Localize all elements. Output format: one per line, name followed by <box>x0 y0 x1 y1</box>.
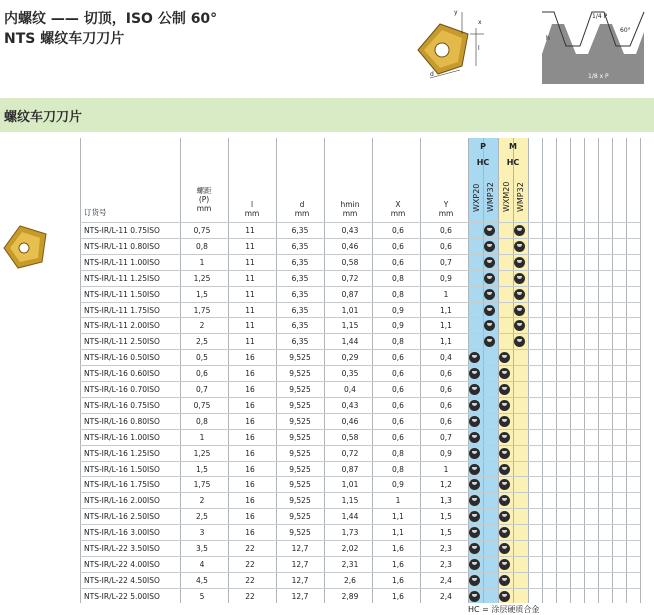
cell-l: 16 <box>245 353 255 363</box>
recommended-grade-icon <box>469 368 480 379</box>
cell-code: NTS-IR/L-16 0.60ISO <box>84 369 160 379</box>
cell-code: NTS-IR/L-22 4.50ISO <box>84 575 160 585</box>
recommended-grade-icon <box>514 273 525 284</box>
cell-code: NTS-IR/L-11 1.25ISO <box>84 273 160 283</box>
recommended-grade-icon <box>499 527 510 538</box>
cell-d: 12,7 <box>291 559 309 569</box>
cell-l: 16 <box>245 464 255 474</box>
cell-y: 1 <box>443 289 449 299</box>
page-title: 内螺纹 —— 切顶，ISO 公制 60° <box>4 11 218 27</box>
recommended-grade-icon <box>469 432 480 443</box>
recommended-grade-icon <box>469 464 480 475</box>
col-header-l: l mm <box>244 200 260 218</box>
cell-d: 12,7 <box>291 591 309 601</box>
recommended-grade-icon <box>499 495 510 506</box>
table-row <box>80 461 640 477</box>
thread-label-h: h <box>546 35 550 42</box>
cell-y: 1,3 <box>440 496 452 506</box>
cell-y: 0,6 <box>440 385 452 394</box>
table-row <box>80 588 640 604</box>
recommended-grade-icon <box>469 384 480 395</box>
cell-x: 0,6 <box>392 400 404 410</box>
cell-l: 11 <box>245 241 255 251</box>
cell-p: 1,5 <box>196 289 208 299</box>
cell-l: 16 <box>245 369 255 379</box>
recommended-grade-icon <box>514 289 525 300</box>
recommended-grade-icon <box>469 527 480 538</box>
cell-l: 16 <box>245 448 255 458</box>
cell-x: 1,6 <box>392 575 404 585</box>
recommended-grade-icon <box>514 225 525 236</box>
cell-h: 2,02 <box>341 544 359 553</box>
cell-l: 11 <box>245 257 255 267</box>
cell-l: 16 <box>245 496 255 506</box>
cell-d: 6,35 <box>291 321 309 331</box>
cell-h: 0,72 <box>341 273 359 283</box>
table-row <box>80 302 640 318</box>
thread-label-eighth-p: 1/8 x P <box>588 73 609 80</box>
cell-y: 1,1 <box>440 321 452 331</box>
cell-code: NTS-IR/L-11 0.80ISO <box>84 241 160 251</box>
cell-code: NTS-IR/L-16 2.50ISO <box>84 512 160 522</box>
insert-label-y: y <box>454 9 458 16</box>
cell-h: 1,01 <box>341 480 359 490</box>
cell-h: 1,44 <box>341 337 359 347</box>
cell-code: NTS-IR/L-22 5.00ISO <box>84 591 160 601</box>
group-m-sub: HC <box>506 158 520 167</box>
recommended-grade-icon <box>484 241 495 252</box>
cell-d: 6,35 <box>291 226 309 235</box>
cell-x: 0,8 <box>392 273 404 283</box>
cell-l: 16 <box>245 512 255 522</box>
cell-y: 0,6 <box>440 226 452 235</box>
cell-l: 11 <box>245 289 255 299</box>
recommended-grade-icon <box>499 352 510 363</box>
col-header-code: 订货号 <box>84 208 107 217</box>
cell-p: 1 <box>199 257 205 267</box>
cell-x: 0,6 <box>392 353 404 363</box>
cell-code: NTS-IR/L-22 3.50ISO <box>84 544 160 553</box>
table-row <box>80 540 640 556</box>
cell-h: 2,6 <box>344 575 356 585</box>
cell-l: 16 <box>245 400 255 410</box>
cell-p: 0,75 <box>193 226 211 235</box>
cell-x: 0,6 <box>392 416 404 426</box>
cell-x: 0,6 <box>392 369 404 379</box>
cell-p: 4,5 <box>196 575 208 585</box>
cell-code: NTS-IR/L-11 1.00ISO <box>84 257 160 267</box>
recommended-grade-icon <box>499 384 510 395</box>
cell-h: 0,87 <box>341 464 359 474</box>
thread-profile-diagram <box>540 4 646 84</box>
cell-code: NTS-IR/L-16 0.70ISO <box>84 385 160 394</box>
cell-x: 0,8 <box>392 289 404 299</box>
cell-code: NTS-IR/L-16 0.50ISO <box>84 353 160 363</box>
cell-h: 0,4 <box>344 385 356 394</box>
cell-code: NTS-IR/L-16 1.50ISO <box>84 464 160 474</box>
cell-p: 2,5 <box>196 337 208 347</box>
recommended-grade-icon <box>484 336 495 347</box>
col-header-hmin: hmin mm <box>340 200 360 218</box>
table-row <box>80 238 640 254</box>
cell-x: 0,6 <box>392 385 404 394</box>
recommended-grade-icon <box>484 320 495 331</box>
group-p-label: P <box>480 142 486 151</box>
section-title: 螺纹车刀刀片 <box>4 110 83 125</box>
table-row <box>80 429 640 445</box>
table-row <box>80 270 640 286</box>
cell-p: 1,75 <box>193 480 211 490</box>
cell-d: 9,525 <box>289 432 311 442</box>
cell-code: NTS-IR/L-16 2.00ISO <box>84 496 160 506</box>
recommended-grade-icon <box>499 432 510 443</box>
recommended-grade-icon <box>499 575 510 586</box>
table-row <box>80 508 640 524</box>
cell-l: 11 <box>245 321 255 331</box>
cell-p: 3 <box>199 528 205 538</box>
table-row <box>80 476 640 492</box>
cell-y: 2,3 <box>440 544 452 553</box>
cell-l: 16 <box>245 528 255 538</box>
recommended-grade-icon <box>469 479 480 490</box>
recommended-grade-icon <box>484 289 495 300</box>
cell-y: 1,1 <box>440 305 452 315</box>
cell-x: 1,1 <box>392 528 404 538</box>
table-row <box>80 333 640 349</box>
cell-h: 1,44 <box>341 512 359 522</box>
cell-l: 11 <box>245 226 255 235</box>
cell-p: 5 <box>199 591 205 601</box>
cell-x: 1,6 <box>392 544 404 553</box>
cell-h: 1,15 <box>341 321 359 331</box>
recommended-grade-icon <box>484 305 495 316</box>
cell-x: 0,9 <box>392 305 404 315</box>
recommended-grade-icon <box>499 591 510 602</box>
group-m-label: M <box>509 142 517 151</box>
cell-code: NTS-IR/L-11 2.00ISO <box>84 321 160 331</box>
cell-y: 2,4 <box>440 591 452 601</box>
cell-y: 0,9 <box>440 273 452 283</box>
insert-product-photo <box>2 222 50 270</box>
cell-y: 0,4 <box>440 353 452 363</box>
table-row <box>80 349 640 365</box>
recommended-grade-icon <box>484 257 495 268</box>
cell-p: 0,7 <box>196 385 208 394</box>
recommended-grade-icon <box>499 448 510 459</box>
cell-p: 1,75 <box>193 305 211 315</box>
cell-code: NTS-IR/L-16 1.75ISO <box>84 480 160 490</box>
section-header-bar <box>0 98 654 132</box>
col-header-pitch: 螺距 (P) mm <box>196 186 212 213</box>
cell-code: NTS-IR/L-16 1.25ISO <box>84 448 160 458</box>
grade-header-2: WMP32 <box>486 182 495 212</box>
col-header-d: d mm <box>294 200 310 218</box>
cell-code: NTS-IR/L-11 0.75ISO <box>84 226 160 235</box>
cell-h: 0,29 <box>341 353 359 363</box>
cell-h: 0,72 <box>341 448 359 458</box>
cell-d: 6,35 <box>291 337 309 347</box>
cell-y: 1,5 <box>440 528 452 538</box>
recommended-grade-icon <box>499 416 510 427</box>
cell-h: 0,58 <box>341 257 359 267</box>
table-row <box>80 381 640 397</box>
cell-code: NTS-IR/L-11 1.50ISO <box>84 289 160 299</box>
recommended-grade-icon <box>469 416 480 427</box>
cell-l: 22 <box>245 591 255 601</box>
table-row <box>80 254 640 270</box>
cell-d: 6,35 <box>291 257 309 267</box>
cell-h: 2,31 <box>341 559 359 569</box>
cell-p: 2 <box>199 496 205 506</box>
recommended-grade-icon <box>469 495 480 506</box>
recommended-grade-icon <box>499 559 510 570</box>
insert-label-l: l <box>478 45 480 52</box>
cell-h: 0,43 <box>341 400 359 410</box>
cell-p: 2,5 <box>196 512 208 522</box>
cell-y: 0,7 <box>440 257 452 267</box>
cell-h: 0,35 <box>341 369 359 379</box>
table-row <box>80 222 640 238</box>
cell-l: 16 <box>245 385 255 394</box>
cell-d: 9,525 <box>289 528 311 538</box>
cell-y: 0,6 <box>440 400 452 410</box>
recommended-grade-icon <box>499 368 510 379</box>
cell-p: 2 <box>199 321 205 331</box>
recommended-grade-icon <box>499 464 510 475</box>
cell-y: 0,7 <box>440 432 452 442</box>
cell-d: 6,35 <box>291 241 309 251</box>
cell-x: 0,6 <box>392 432 404 442</box>
cell-p: 0,8 <box>196 416 208 426</box>
cell-p: 0,8 <box>196 241 208 251</box>
table-row <box>80 572 640 588</box>
cell-d: 9,525 <box>289 385 311 394</box>
cell-p: 1,25 <box>193 273 211 283</box>
cell-code: NTS-IR/L-11 1.75ISO <box>84 305 160 315</box>
cell-y: 1,1 <box>440 337 452 347</box>
cell-h: 1,15 <box>341 496 359 506</box>
cell-l: 22 <box>245 559 255 569</box>
recommended-grade-icon <box>484 273 495 284</box>
cell-y: 0,6 <box>440 416 452 426</box>
cell-x: 0,9 <box>392 321 404 331</box>
cell-x: 1 <box>395 496 401 506</box>
recommended-grade-icon <box>469 400 480 411</box>
cell-code: NTS-IR/L-22 4.00ISO <box>84 559 160 569</box>
insert-label-x: x <box>478 19 482 26</box>
cell-x: 0,6 <box>392 226 404 235</box>
cell-l: 11 <box>245 337 255 347</box>
insert-label-d: d <box>430 71 434 78</box>
cell-d: 6,35 <box>291 273 309 283</box>
cell-x: 0,8 <box>392 448 404 458</box>
page-subtitle: NTS 螺纹车刀刀片 <box>4 31 125 47</box>
col-header-x: X mm <box>390 200 406 218</box>
cell-d: 12,7 <box>291 544 309 553</box>
cell-x: 0,8 <box>392 337 404 347</box>
recommended-grade-icon <box>499 479 510 490</box>
cell-h: 1,01 <box>341 305 359 315</box>
insert-dimension-diagram <box>410 4 488 84</box>
cell-h: 0,87 <box>341 289 359 299</box>
cell-y: 0,6 <box>440 369 452 379</box>
cell-y: 1,5 <box>440 512 452 522</box>
cell-x: 1,6 <box>392 591 404 601</box>
grade-header-1: WXP20 <box>472 183 481 212</box>
thread-label-angle: 60° <box>620 27 631 34</box>
cell-x: 1,6 <box>392 559 404 569</box>
cell-p: 0,6 <box>196 369 208 379</box>
cell-x: 0,6 <box>392 241 404 251</box>
cell-l: 11 <box>245 305 255 315</box>
cell-d: 6,35 <box>291 289 309 299</box>
cell-y: 1,2 <box>440 480 452 490</box>
cell-code: NTS-IR/L-16 3.00ISO <box>84 528 160 538</box>
cell-y: 0,6 <box>440 241 452 251</box>
cell-p: 0,5 <box>196 353 208 363</box>
cell-l: 22 <box>245 544 255 553</box>
group-p-sub: HC <box>476 158 490 167</box>
cell-l: 16 <box>245 432 255 442</box>
cell-d: 6,35 <box>291 305 309 315</box>
recommended-grade-icon <box>469 511 480 522</box>
cell-x: 0,6 <box>392 257 404 267</box>
cell-h: 0,46 <box>341 416 359 426</box>
cell-d: 9,525 <box>289 369 311 379</box>
table-row <box>80 365 640 381</box>
cell-code: NTS-IR/L-16 1.00ISO <box>84 432 160 442</box>
cell-y: 0,9 <box>440 448 452 458</box>
cell-h: 2,89 <box>341 591 359 601</box>
cell-p: 0,75 <box>193 400 211 410</box>
recommended-grade-icon <box>499 400 510 411</box>
cell-code: NTS-IR/L-11 2.50ISO <box>84 337 160 347</box>
cell-d: 9,525 <box>289 480 311 490</box>
cell-p: 3,5 <box>196 544 208 553</box>
cell-l: 22 <box>245 575 255 585</box>
table-row <box>80 524 640 540</box>
cell-p: 4 <box>199 559 205 569</box>
cell-x: 0,9 <box>392 480 404 490</box>
cell-code: NTS-IR/L-16 0.75ISO <box>84 400 160 410</box>
recommended-grade-icon <box>469 352 480 363</box>
table-row <box>80 317 640 333</box>
cell-x: 1,1 <box>392 512 404 522</box>
recommended-grade-icon <box>499 511 510 522</box>
recommended-grade-icon <box>514 241 525 252</box>
table-row <box>80 397 640 413</box>
cell-d: 9,525 <box>289 464 311 474</box>
cell-h: 0,46 <box>341 241 359 251</box>
recommended-grade-icon <box>499 543 510 554</box>
cell-p: 1,25 <box>193 448 211 458</box>
recommended-grade-icon <box>469 575 480 586</box>
cell-x: 0,8 <box>392 464 404 474</box>
cell-y: 2,4 <box>440 575 452 585</box>
cell-p: 1,5 <box>196 464 208 474</box>
cell-y: 1 <box>443 464 449 474</box>
cell-h: 1,73 <box>341 528 359 538</box>
cell-d: 12,7 <box>291 575 309 585</box>
cell-h: 0,43 <box>341 226 359 235</box>
recommended-grade-icon <box>484 225 495 236</box>
cell-d: 9,525 <box>289 416 311 426</box>
recommended-grade-icon <box>469 543 480 554</box>
grade-header-3: WXM20 <box>502 181 511 212</box>
cell-h: 0,58 <box>341 432 359 442</box>
cell-d: 9,525 <box>289 496 311 506</box>
col-header-y: Y mm <box>438 200 454 218</box>
recommended-grade-icon <box>469 591 480 602</box>
cell-y: 2,3 <box>440 559 452 569</box>
cell-d: 9,525 <box>289 400 311 410</box>
recommended-grade-icon <box>514 305 525 316</box>
cell-code: NTS-IR/L-16 0.80ISO <box>84 416 160 426</box>
cell-l: 16 <box>245 480 255 490</box>
cell-d: 9,525 <box>289 512 311 522</box>
cell-d: 9,525 <box>289 353 311 363</box>
table-gridline <box>640 138 641 603</box>
table-row <box>80 445 640 461</box>
recommended-grade-icon <box>514 336 525 347</box>
footnote: HC = 涂层硬质合金 <box>468 605 540 614</box>
cell-d: 9,525 <box>289 448 311 458</box>
cell-l: 11 <box>245 273 255 283</box>
recommended-grade-icon <box>469 448 480 459</box>
table-row <box>80 556 640 572</box>
recommended-grade-icon <box>514 257 525 268</box>
recommended-grade-icon <box>469 559 480 570</box>
cell-l: 16 <box>245 416 255 426</box>
table-row <box>80 492 640 508</box>
recommended-grade-icon <box>514 320 525 331</box>
cell-p: 1 <box>199 432 205 442</box>
grade-header-4: WMP32 <box>516 182 525 212</box>
table-row <box>80 413 640 429</box>
table-row <box>80 286 640 302</box>
thread-label-quarter-p: 1/4 P <box>592 13 608 20</box>
